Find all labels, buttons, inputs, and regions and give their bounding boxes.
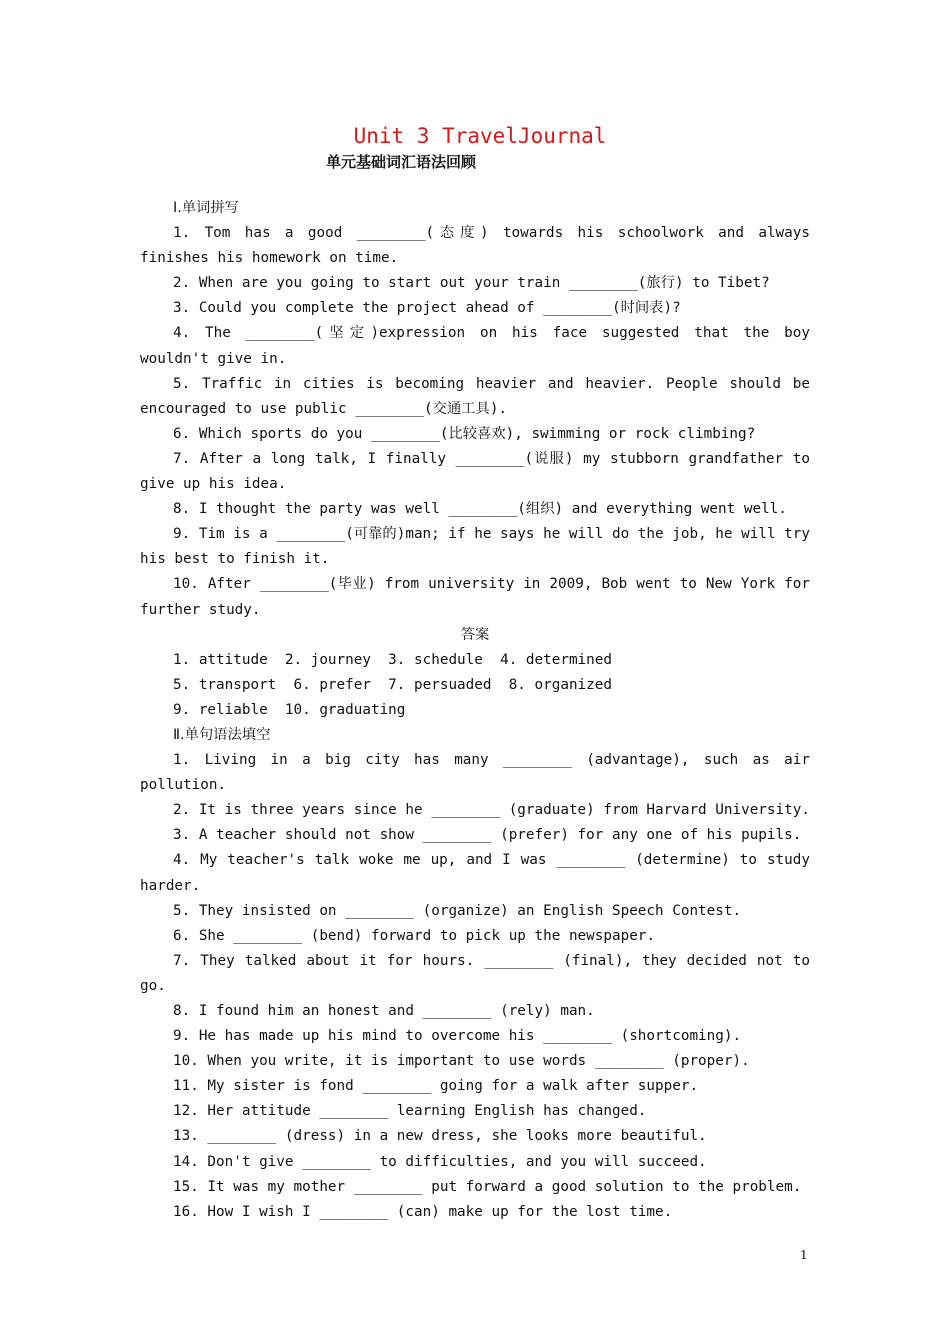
question-item: 10. After ________(毕业) from university in 2009, Bob went to New York for further study.	[140, 576, 819, 618]
answer-heading: 答案	[460, 626, 490, 643]
question-item: 6. She ________ (bend) forward to pick up the newspaper.	[173, 927, 656, 944]
question-item: 5. Traffic in cities is becoming heavier and heavier. People should be encouraged to use public ________(交通工具).	[140, 375, 819, 417]
question-item: 10. When you write, it is important to use words ________ (proper).	[173, 1053, 750, 1070]
question-item: 11. My sister is fond ________ going for a walk after supper.	[173, 1078, 699, 1095]
question-item: 12. Her attitude ________ learning English has changed.	[173, 1103, 647, 1120]
question-item: 16. How I wish I ________ (can) make up for the lost time.	[173, 1203, 673, 1220]
page-number: 1	[800, 1248, 808, 1262]
question-item: 1. Living in a big city has many ________ (advantage), such as air pollution.	[140, 752, 819, 794]
answer-line: 1. attitude 2. journey 3. schedule 4. determined	[173, 651, 612, 668]
question-item: 2. It is three years since he ________ (graduate) from Harvard University.	[173, 802, 810, 819]
question-item: 7. After a long talk, I finally ________(说服) my stubborn grandfather to give up his idea.	[140, 450, 819, 493]
question-item: 8. I found him an honest and ________ (rely) man.	[173, 1003, 595, 1019]
document-body	[140, 196, 819, 1225]
question-item: 2. When are you going to start out your train ________(旅行) to Tibet?	[173, 275, 770, 292]
answer-line: 5. transport 6. prefer 7. persuaded 8. organized	[173, 676, 612, 693]
question-item: 3. A teacher should not show ________ (prefer) for any one of his pupils.	[173, 827, 802, 844]
answer-line: 9. reliable 10. graduating	[173, 701, 406, 718]
question-item: 7. They talked about it for hours. ________ (final), they decided not to go.	[140, 952, 819, 994]
page-title: Unit 3 TravelJournal	[353, 124, 607, 148]
question-item: 13. ________ (dress) in a new dress, she looks more beautiful.	[173, 1128, 707, 1145]
question-item: 6. Which sports do you ________(比较喜欢), swimming or rock climbing?	[173, 425, 756, 442]
question-item: 4. The ________(坚定)expression on his face suggested that the boy wouldn't give in.	[140, 325, 819, 367]
question-item: 14. Don't give ________ to difficulties, and you will succeed.	[173, 1153, 707, 1170]
question-item: 5. They insisted on ________ (organize) an English Speech Contest.	[173, 902, 742, 919]
question-item: 4. My teacher's talk woke me up, and I was ________ (determine) to study harder.	[140, 852, 819, 894]
section2-heading: Ⅱ.单句语法填空	[173, 726, 271, 743]
question-item: 15. It was my mother ________ put forward a good solution to the problem.	[173, 1178, 802, 1195]
question-item: 3. Could you complete the project ahead of ________(时间表)?	[173, 300, 681, 317]
question-item: 9. Tim is a ________(可靠的)man; if he says he will do the job, he will try his best to finish it.	[140, 526, 819, 568]
question-item: 1. Tom has a good ________(态度) towards his schoolwork and always finishes his homework on time.	[140, 225, 819, 267]
section1-heading: Ⅰ.单词拼写	[173, 200, 239, 216]
question-item: 8. I thought the party was well ________(组织) and everything went well.	[173, 501, 787, 518]
page-subtitle: 单元基础词汇语法回顾	[326, 153, 477, 171]
question-item: 9. He has made up his mind to overcome his ________ (shortcoming).	[173, 1028, 742, 1045]
